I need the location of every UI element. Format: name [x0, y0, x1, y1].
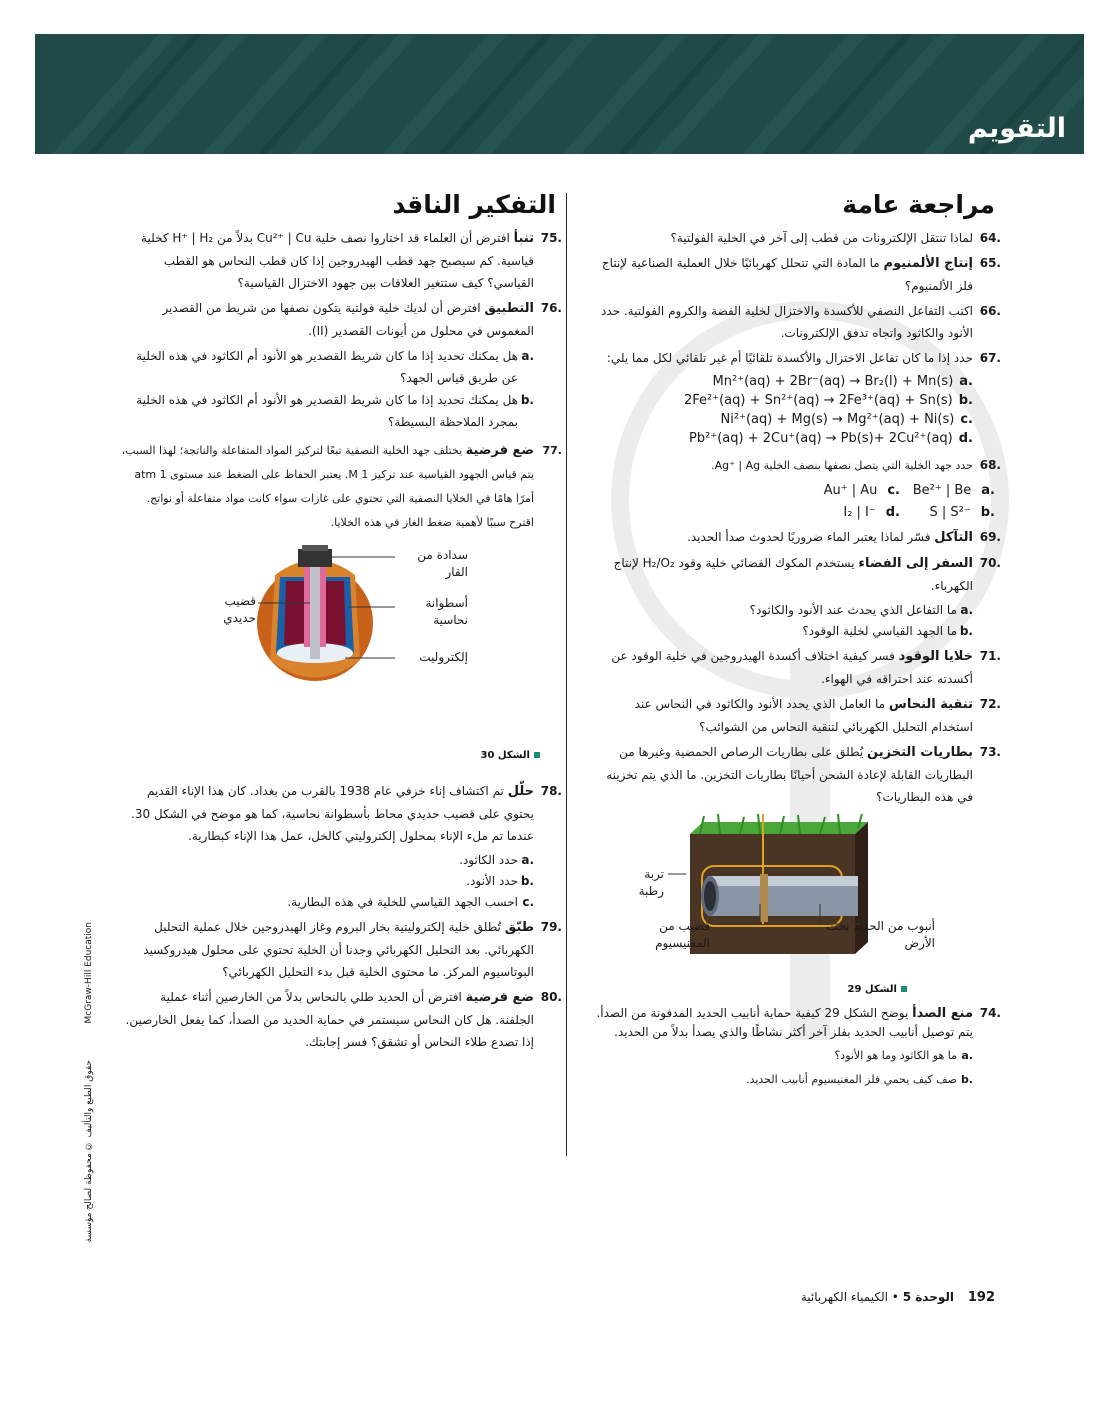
- critical-thinking-section: [120, 190, 562, 1056]
- question-71: 71. خلايا الوقود فسر كيفية اختلاف أكسدة الهيدروجين في خلية الوقود عن أكسدته عند احتراقه في الهواء.: [611, 649, 1001, 686]
- general-review-title: مراجعة عامة: [842, 190, 995, 219]
- q78-part-c: c. احسب الجهد القياسي للخلية في هذه البطارية.: [287, 895, 534, 909]
- question-65: 65. إنتاج الألمنيوم ما المادة التي تتحلل كهربائيًا خلال العملية الصناعية لإنتاج فلز الألمنيوم؟: [601, 256, 1001, 293]
- column-divider: [566, 193, 567, 1156]
- fig30-leader-lines: [250, 545, 400, 685]
- page-number: 192: [967, 1290, 995, 1305]
- question-76: 76. التطبيق افترض أن لديك خلية فولتية يتكون نصفها من شريط من القصدير المغموس في محلول من أيونات القصدير (II).: [162, 301, 562, 338]
- question-72: 72. تنقية النحاس ما العامل الذي يحدد الأنود والكاثود في النحاس عند استخدام التحليل الكهربائي لتنقية النحاس من الشوائب؟: [634, 697, 1001, 734]
- q67-equation: Pb²⁺(aq) + 2Cu⁺(aq) → Pb(s)+ 2Cu²⁺(aq) d.: [689, 431, 973, 446]
- question-66: 66. اكتب التفاعل النصفي للأكسدة والاختزال لخلية الفضة والكروم الفولتية. حدد الأنود والكاثود واتجاه تدفق الإلكترونات.: [600, 304, 1001, 340]
- question-80: 80. ضع فرضية افترض أن الحديد طلي بالنحاس بدلاً من الخارصين أثناء عملية الجلفنة. هل كان النحاس سيستمر في حماية الحديد من الصدأ، كما يفعل الخارصين. إذا تصدع طلاء النحاس أو تشقق؟ فسر إجابتك.: [125, 990, 562, 1049]
- q76-part-a: a. هل يمكنك تحديد إذا ما كان شريط القصدير هو الأنود أم الكاثود في هذه الخلية عن طريق قياس الجهد؟: [136, 349, 534, 385]
- q70-part-b: b. ما الجهد القياسي لخلية الوقود؟: [802, 624, 973, 638]
- copyright-credit: حقوق الطبع والتأليف © محفوظة لصالح مؤسسة: [84, 1060, 94, 1243]
- header-banner: [35, 34, 1084, 154]
- question-67: 67. حدد إذا ما كان تفاعل الاختزال والأكسدة تلقائيًا أم غير تلقائي لكل مما يلي:: [606, 351, 1001, 365]
- q67-equation: 2Fe²⁺(aq) + Sn²⁺(aq) → 2Fe³⁺(aq) + Sn(s) b.: [684, 393, 973, 408]
- q68-cell: S | S²⁻ b.: [929, 505, 995, 520]
- q67-equation: Mn²⁺(aq) + 2Br⁻(aq) → Br₂(l) + Mn(s) a.: [712, 374, 973, 389]
- fig30-caption: الشكل 30: [480, 750, 540, 761]
- banner-texture: [35, 34, 1084, 154]
- question-79: 79. طبّق تُطلق خلية إلكتروليتية بخار البروم وغاز الهيدروجين خلال عملية التحليل الكهربائي. بعد التحليل الكهربائي وجدنا أن الخلية تحتوي على محلول هيدروكسيد البوتاسيوم المركز. ما محتوى الخلية قبل بدء التحليل الكهربائي؟: [143, 920, 562, 979]
- fig30-rod-label: قضيب حديدي: [223, 594, 256, 625]
- q68-cell: Au⁺ | Au c.: [823, 483, 900, 498]
- q78-part-b: b. حدد الأنود.: [466, 874, 534, 888]
- question-77: 77. ضع فرضية يختلف جهد الخلية النصفية تبعًا لتركيز المواد المتفاعلة والناتجة؛ لهذا السبب، يتم قياس الجهود القياسية عند تركيز 1 M. يعتبر الحفاظ على الضغط عند مستوى 1 atm أمرًا هامًا في الخلايا النصفية التي تحتوي على غازات سواء كانت مواد متفاعلة أو نواتج. اقترح سببًا لأهمية ضغط الغاز في هذه الخلايا.: [121, 443, 562, 529]
- question-70: 70. السفر إلى الفضاء يستخدم المكوك الفضائي خلية وقود H₂/O₂ لإنتاج الكهرباء.: [613, 556, 1001, 593]
- question-73: 73. بطاريات التخزين يُطلق على بطاريات الرصاص الحمضية وغيرها من البطاريات القابلة لإعادة الشحن أحيانًا بطاريات التخزين. ما الذي يتم تخزينه في هذه البطاريات؟: [606, 745, 1001, 804]
- figure-29: [590, 814, 995, 1004]
- q67-equations: [590, 372, 973, 448]
- general-review-section: [590, 190, 1001, 1090]
- fig30-electrolyte-label: إلكتروليت: [419, 650, 468, 664]
- fig29-pipe-label: أنبوب من الحديد تحت الأرض: [826, 919, 935, 950]
- page-footer: [801, 1290, 995, 1305]
- fig30-cylinder-label: أسطوانة نحاسية: [425, 596, 468, 627]
- q70-part-a: a. ما التفاعل الذي يحدث عند الأنود والكاثود؟: [749, 603, 973, 617]
- fig29-caption: الشكل 29: [847, 984, 907, 995]
- question-69: 69. التآكل فسّر لماذا يعتبر الماء ضروريًا لحدوث صدأ الحديد.: [687, 530, 1001, 545]
- fig29-soil-label: تربة رطبة: [638, 867, 664, 898]
- unit-label: الوحدة 5: [902, 1290, 955, 1304]
- question-68: 68. حدد جهد الخلية التي يتصل نصفها بنصف الخلية Ag⁺ | Ag.: [711, 458, 1001, 472]
- question-74: 74. منع الصدأ يوضح الشكل 29 كيفية حماية أنابيب الحديد المدفونة من الصدأ. يتم توصيل أنابيب الحديد بفلز آخر أكثر نشاطًا والذي يصدأ بدلاً من الحديد.: [596, 1006, 1001, 1039]
- critical-thinking-title: التفكير الناقد: [392, 190, 556, 219]
- page-title: التقويم: [967, 113, 1066, 144]
- fig29-rod-label: قضيب من المغنيسيوم: [655, 919, 710, 950]
- q74-part-a: a. ما هو الكاثود وما هو الأنود؟: [834, 1049, 973, 1062]
- fig30-plug-label: سدادة من القار: [417, 548, 468, 579]
- q78-part-a: a. حدد الكاثود.: [459, 853, 534, 867]
- publisher-credit: McGraw-Hill Education: [84, 922, 94, 1024]
- q76-part-b: b. هل يمكنك تحديد إذا ما كان شريط القصدير هو الأنود أم الكاثود في هذه الخلية بمجرد الملاحظة البسيطة؟: [136, 393, 534, 429]
- question-64: 64. لماذا تنتقل الإلكترونات من قطب إلى آخر في الخلية الفولتية؟: [670, 231, 1001, 245]
- question-78: 78. حلّل تم اكتشاف إناء خزفي عام 1938 بالقرب من بغداد. كان هذا الإناء القديم يحتوي على قضيب حديدي محاط بأسطوانة نحاسية، كما هو موضح في الشكل 30. عندما تم ملء الإناء بمحلول إلكتروليتي كالخل، عمل هذا الإناء كبطارية.: [130, 784, 562, 843]
- q68-cell: I₂ | I⁻ d.: [843, 505, 900, 520]
- q67-equation: Ni²⁺(aq) + Mg(s) → Mg²⁺(aq) + Ni(s) c.: [720, 412, 973, 427]
- q68-cell: Be²⁺ | Be a.: [912, 483, 995, 498]
- q68-cells: [805, 480, 995, 524]
- question-75: 75. تنبأ افترض أن العلماء قد اختاروا نصف خلية Cu²⁺ | Cu بدلاً من H⁺ | H₂ كخلية قياسية. كم سيصبح جهد قطب الهيدروجين إذا كان قطب النحاس هو القطب القياسي؟ كيف ستتغير العلاقات بين جهود الاختزال القياسية؟: [141, 231, 562, 290]
- figure-30: [120, 545, 556, 780]
- fig29-leader-lines: [660, 864, 890, 944]
- topic-label: الكيمياء الكهربائية: [800, 1290, 888, 1304]
- q74-part-b: b. صف كيف يحمي فلز المغنيسيوم أنابيب الحديد.: [746, 1073, 973, 1086]
- footer-separator: •: [891, 1290, 899, 1304]
